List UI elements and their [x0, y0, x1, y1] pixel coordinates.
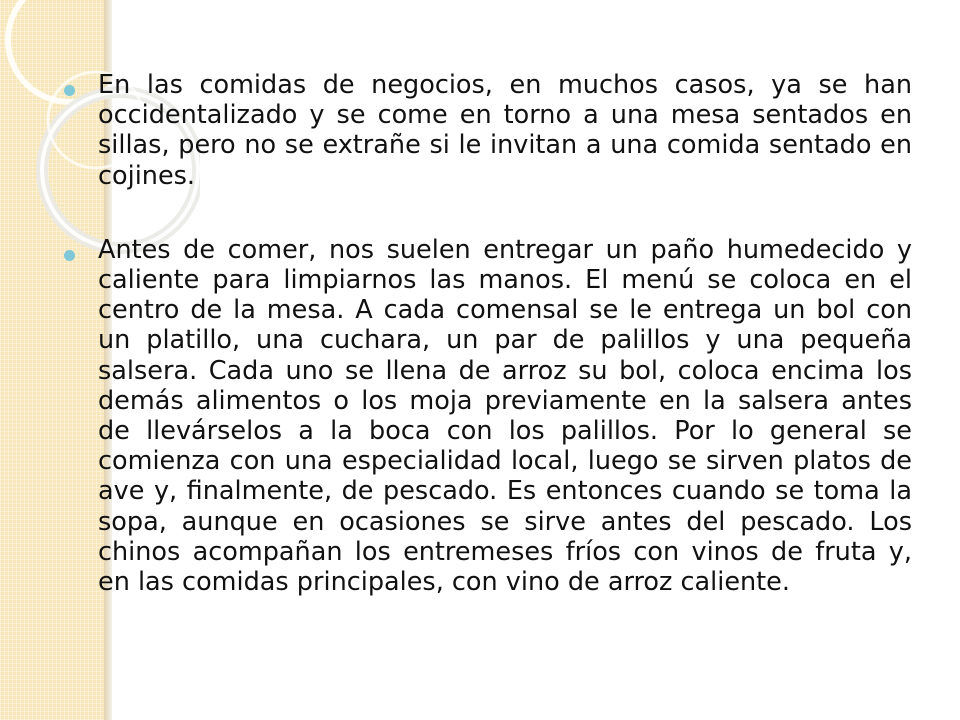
bullet-dot-icon	[64, 85, 75, 96]
bullet-item	[60, 70, 912, 191]
bullet-item	[60, 235, 912, 597]
bullet-text: En las comidas de negocios, en muchos casos, ya se han occidentalizado y se come en torno a una mesa sentados en sillas, pero no se extrañe si le invitan a una comida sentado en cojines.	[98, 70, 912, 191]
content-area	[60, 70, 912, 641]
bullet-text: Antes de comer, nos suelen entregar un paño humedecido y caliente para limpiarnos las manos. El menú se coloca en el centro de la mesa. A cada comensal se le entrega un bol con un platillo, una cuchara, un par de palillos y una pequeña salsera. Cada uno se llena de arroz su bol, coloca encima los demás alimentos o los moja previamente en la salsera antes de llevárselos a la boca con los palillos. Por lo general se comienza con una especialidad local, luego se sirven platos de ave y, finalmente, de pescado. Es entonces cuando se toma la sopa, aunque en ocasiones se sirve antes del pescado. Los chinos acompañan los entremeses fríos con vinos de fruta y, en las comidas principales, con vino de arroz caliente.	[98, 234, 912, 598]
bullet-dot-icon	[64, 250, 75, 261]
